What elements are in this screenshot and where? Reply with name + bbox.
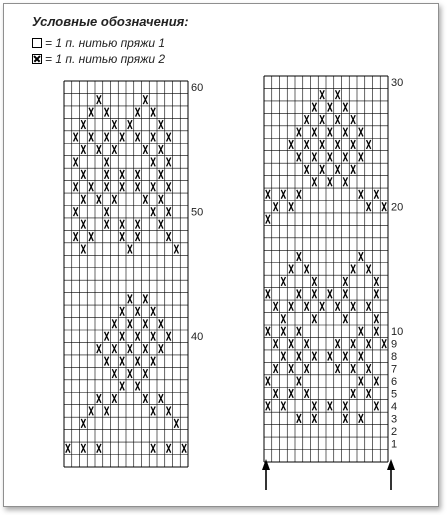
left-cross-cell	[120, 232, 124, 241]
right-cross-cell	[351, 389, 355, 398]
left-cross-cell	[128, 294, 132, 303]
right-cross-cell	[297, 252, 301, 261]
left-cross-cell	[74, 158, 78, 167]
right-cross-cell	[289, 389, 293, 398]
left-cross-cell	[136, 357, 140, 366]
right-cross-cell	[312, 289, 316, 298]
left-cross-cell	[105, 357, 109, 366]
right-cross-cell	[320, 90, 324, 99]
right-cross-cell	[289, 202, 293, 211]
right-cross-cell	[312, 103, 316, 112]
left-cross-cell	[159, 220, 163, 229]
left-cross-cell	[105, 108, 109, 117]
right-row-label: 1	[391, 438, 398, 451]
left-cross-cell	[112, 195, 116, 204]
left-cross-cell	[128, 344, 132, 353]
left-cross-cell	[81, 195, 85, 204]
left-cross-cell	[81, 444, 85, 453]
left-cross-cell	[112, 145, 116, 154]
left-cross-cell	[74, 133, 78, 142]
left-cross-cell	[136, 307, 140, 316]
right-cross-cell	[382, 202, 386, 211]
right-row-label: 5	[391, 388, 398, 401]
right-cross-cell	[328, 153, 332, 162]
right-cross-cell	[312, 402, 316, 411]
left-cross-cell	[151, 182, 155, 191]
left-cross-cell	[136, 170, 140, 179]
right-cross-cell	[351, 364, 355, 373]
left-cross-cell	[112, 369, 116, 378]
right-row-label: 30	[391, 77, 404, 90]
right-cross-cell	[297, 352, 301, 361]
left-cross-cell	[128, 120, 132, 129]
right-cross-cell	[351, 265, 355, 274]
left-cross-cell	[143, 344, 147, 353]
right-cross-cell	[305, 389, 309, 398]
left-cross-cell	[151, 444, 155, 453]
right-cross-cell	[374, 277, 378, 286]
right-cross-cell	[343, 402, 347, 411]
left-cross-cell	[105, 133, 109, 142]
right-cross-cell	[274, 302, 278, 311]
left-cross-cell	[97, 444, 101, 453]
left-cross-cell	[167, 232, 171, 241]
right-cross-cell	[312, 128, 316, 137]
right-cross-cell	[320, 302, 324, 311]
start-arrow-up-icon	[262, 459, 270, 490]
left-cross-cell	[105, 407, 109, 416]
left-cross-cell	[151, 108, 155, 117]
left-cross-cell	[167, 158, 171, 167]
left-cross-cell	[151, 207, 155, 216]
left-cross-cell	[136, 382, 140, 391]
right-chart	[264, 76, 403, 462]
left-cross-cell	[81, 170, 85, 179]
right-cross-cell	[359, 190, 363, 199]
left-cross-cell	[89, 407, 93, 416]
left-cross-cell	[105, 158, 109, 167]
right-cross-cell	[343, 352, 347, 361]
right-cross-cell	[367, 339, 371, 348]
right-cross-cell	[281, 190, 285, 199]
right-row-label: 6	[391, 376, 398, 389]
right-row-label: 3	[391, 413, 398, 426]
left-cross-cell	[89, 232, 93, 241]
right-cross-cell	[305, 115, 309, 124]
left-cross-cell	[89, 108, 93, 117]
right-cross-cell	[305, 364, 309, 373]
left-cross-cell	[151, 407, 155, 416]
right-cross-cell	[343, 153, 347, 162]
left-cross-cell	[143, 369, 147, 378]
left-cross-cell	[97, 394, 101, 403]
right-cross-cell	[297, 190, 301, 199]
right-cross-cell	[351, 339, 355, 348]
left-cross-cell	[112, 344, 116, 353]
left-cross-cell	[143, 145, 147, 154]
left-cross-cell	[143, 294, 147, 303]
right-cross-cell	[305, 302, 309, 311]
right-cross-cell	[328, 402, 332, 411]
right-cross-cell	[343, 289, 347, 298]
left-cross-cell	[120, 357, 124, 366]
left-cross-cell	[74, 207, 78, 216]
right-cross-cell	[374, 289, 378, 298]
right-cross-cell	[359, 252, 363, 261]
legend-title: Условные обозначения:	[32, 14, 189, 29]
right-row-label: 2	[391, 425, 398, 438]
left-cross-cell	[89, 182, 93, 191]
right-cross-cell	[312, 153, 316, 162]
right-cross-cell	[336, 90, 340, 99]
left-cross-cell	[174, 419, 178, 428]
left-cross-cell	[159, 120, 163, 129]
right-cross-cell	[336, 364, 340, 373]
right-cross-cell	[289, 302, 293, 311]
right-cross-cell	[328, 128, 332, 137]
right-cross-cell	[266, 289, 270, 298]
left-cross-cell	[74, 232, 78, 241]
right-cross-cell	[312, 352, 316, 361]
right-cross-cell	[297, 414, 301, 423]
right-cross-cell	[312, 414, 316, 423]
left-cross-cell	[112, 394, 116, 403]
left-cross-cell	[174, 245, 178, 254]
left-cross-cell	[66, 444, 70, 453]
left-cross-cell	[151, 357, 155, 366]
right-cross-cell	[297, 327, 301, 336]
right-cross-cell	[351, 140, 355, 149]
left-cross-cell	[97, 95, 101, 104]
right-cross-cell	[367, 202, 371, 211]
left-cross-cell	[81, 145, 85, 154]
right-cross-cell	[382, 339, 386, 348]
right-cross-cell	[351, 115, 355, 124]
right-cross-cell	[367, 302, 371, 311]
right-cross-cell	[281, 277, 285, 286]
left-cross-cell	[143, 95, 147, 104]
left-cross-cell	[81, 419, 85, 428]
left-row-label: 40	[191, 331, 204, 344]
left-cross-cell	[167, 207, 171, 216]
left-cross-cell	[120, 307, 124, 316]
left-row-label: 60	[191, 82, 204, 95]
left-cross-cell	[143, 319, 147, 328]
right-cross-cell	[281, 327, 285, 336]
right-cross-cell	[367, 140, 371, 149]
right-row-label: 20	[391, 201, 404, 214]
legend-text-empty: = 1 п. нитью пряжи 1	[45, 36, 166, 50]
right-row-label: 8	[391, 351, 398, 364]
right-cross-cell	[289, 265, 293, 274]
left-cross-cell	[151, 307, 155, 316]
right-cross-cell	[297, 377, 301, 386]
left-cross-cell	[81, 245, 85, 254]
left-cross-cell	[112, 319, 116, 328]
right-cross-cell	[312, 177, 316, 186]
right-cross-cell	[328, 177, 332, 186]
left-cross-cell	[136, 182, 140, 191]
right-cross-cell	[374, 190, 378, 199]
right-cross-cell	[266, 327, 270, 336]
right-cross-cell	[266, 215, 270, 224]
right-cross-cell	[343, 414, 347, 423]
left-cross-cell	[105, 207, 109, 216]
right-cross-cell	[281, 314, 285, 323]
left-cross-cell	[167, 444, 171, 453]
right-cross-cell	[289, 364, 293, 373]
right-cross-cell	[328, 352, 332, 361]
right-cross-cell	[336, 115, 340, 124]
left-cross-cell	[89, 133, 93, 142]
left-cross-cell	[128, 369, 132, 378]
left-cross-cell	[105, 182, 109, 191]
right-cross-cell	[266, 377, 270, 386]
right-cross-cell	[343, 177, 347, 186]
left-cross-cell	[143, 394, 147, 403]
left-cross-cell	[97, 344, 101, 353]
right-cross-cell	[289, 339, 293, 348]
left-cross-cell	[136, 108, 140, 117]
right-cross-cell	[359, 414, 363, 423]
right-cross-cell	[274, 339, 278, 348]
right-cross-cell	[289, 140, 293, 149]
right-cross-cell	[266, 190, 270, 199]
left-cross-cell	[159, 319, 163, 328]
right-row-label: 4	[391, 400, 398, 413]
left-cross-cell	[120, 220, 124, 229]
left-cross-cell	[167, 407, 171, 416]
left-cross-cell	[159, 344, 163, 353]
right-cross-cell	[374, 327, 378, 336]
right-cross-cell	[328, 103, 332, 112]
left-cross-cell	[159, 145, 163, 154]
right-cross-cell	[312, 314, 316, 323]
left-chart	[64, 81, 203, 467]
right-cross-cell	[336, 302, 340, 311]
right-cross-cell	[359, 377, 363, 386]
right-cross-cell	[312, 277, 316, 286]
right-cross-cell	[274, 364, 278, 373]
left-cross-cell	[112, 120, 116, 129]
right-cross-cell	[266, 402, 270, 411]
right-cross-cell	[367, 389, 371, 398]
left-cross-cell	[136, 332, 140, 341]
legend-text-cross: = 1 п. нитью пряжи 2	[45, 52, 166, 66]
right-cross-cell	[336, 140, 340, 149]
left-cross-cell	[151, 332, 155, 341]
right-cross-cell	[328, 289, 332, 298]
right-cross-cell	[305, 265, 309, 274]
left-cross-cell	[136, 133, 140, 142]
left-cross-cell	[159, 170, 163, 179]
right-cross-cell	[359, 128, 363, 137]
right-cross-cell	[305, 140, 309, 149]
right-cross-cell	[374, 377, 378, 386]
right-cross-cell	[343, 277, 347, 286]
left-cross-cell	[97, 195, 101, 204]
right-cross-cell	[367, 265, 371, 274]
right-cross-cell	[343, 314, 347, 323]
right-row-label: 9	[391, 338, 398, 351]
left-cross-cell	[97, 145, 101, 154]
right-cross-cell	[274, 389, 278, 398]
left-cross-cell	[151, 158, 155, 167]
right-cross-cell	[305, 165, 309, 174]
right-cross-cell	[374, 402, 378, 411]
right-cross-cell	[343, 128, 347, 137]
left-cross-cell	[136, 220, 140, 229]
left-cross-cell	[81, 120, 85, 129]
left-row-label: 50	[191, 206, 204, 219]
end-arrow-up-icon	[387, 459, 395, 490]
left-cross-cell	[151, 133, 155, 142]
left-cross-cell	[120, 382, 124, 391]
right-cross-cell	[359, 352, 363, 361]
left-cross-cell	[120, 182, 124, 191]
right-cross-cell	[359, 153, 363, 162]
right-row-label: 7	[391, 363, 398, 376]
left-cross-cell	[167, 332, 171, 341]
right-cross-cell	[336, 339, 340, 348]
left-cross-cell	[74, 182, 78, 191]
right-cross-cell	[336, 165, 340, 174]
right-cross-cell	[297, 153, 301, 162]
right-cross-cell	[351, 302, 355, 311]
left-cross-cell	[128, 245, 132, 254]
right-cross-cell	[297, 289, 301, 298]
right-cross-cell	[305, 339, 309, 348]
left-cross-cell	[136, 232, 140, 241]
left-cross-cell	[105, 332, 109, 341]
left-cross-cell	[182, 444, 186, 453]
left-cross-cell	[167, 182, 171, 191]
left-cross-cell	[120, 133, 124, 142]
left-cross-cell	[159, 394, 163, 403]
right-cross-cell	[320, 165, 324, 174]
left-cross-cell	[105, 220, 109, 229]
left-cross-cell	[128, 319, 132, 328]
left-cross-cell	[167, 133, 171, 142]
right-cross-cell	[367, 364, 371, 373]
left-cross-cell	[120, 332, 124, 341]
right-cross-cell	[297, 128, 301, 137]
left-cross-cell	[81, 220, 85, 229]
right-row-label: 10	[391, 326, 404, 339]
right-cross-cell	[351, 165, 355, 174]
right-cross-cell	[374, 314, 378, 323]
right-cross-cell	[343, 103, 347, 112]
left-cross-cell	[120, 170, 124, 179]
left-cross-cell	[143, 195, 147, 204]
right-cross-cell	[274, 202, 278, 211]
left-cross-cell	[105, 170, 109, 179]
right-cross-cell	[281, 352, 285, 361]
right-cross-cell	[320, 140, 324, 149]
right-cross-cell	[281, 402, 285, 411]
left-cross-cell	[159, 195, 163, 204]
right-cross-cell	[359, 327, 363, 336]
right-cross-cell	[320, 115, 324, 124]
